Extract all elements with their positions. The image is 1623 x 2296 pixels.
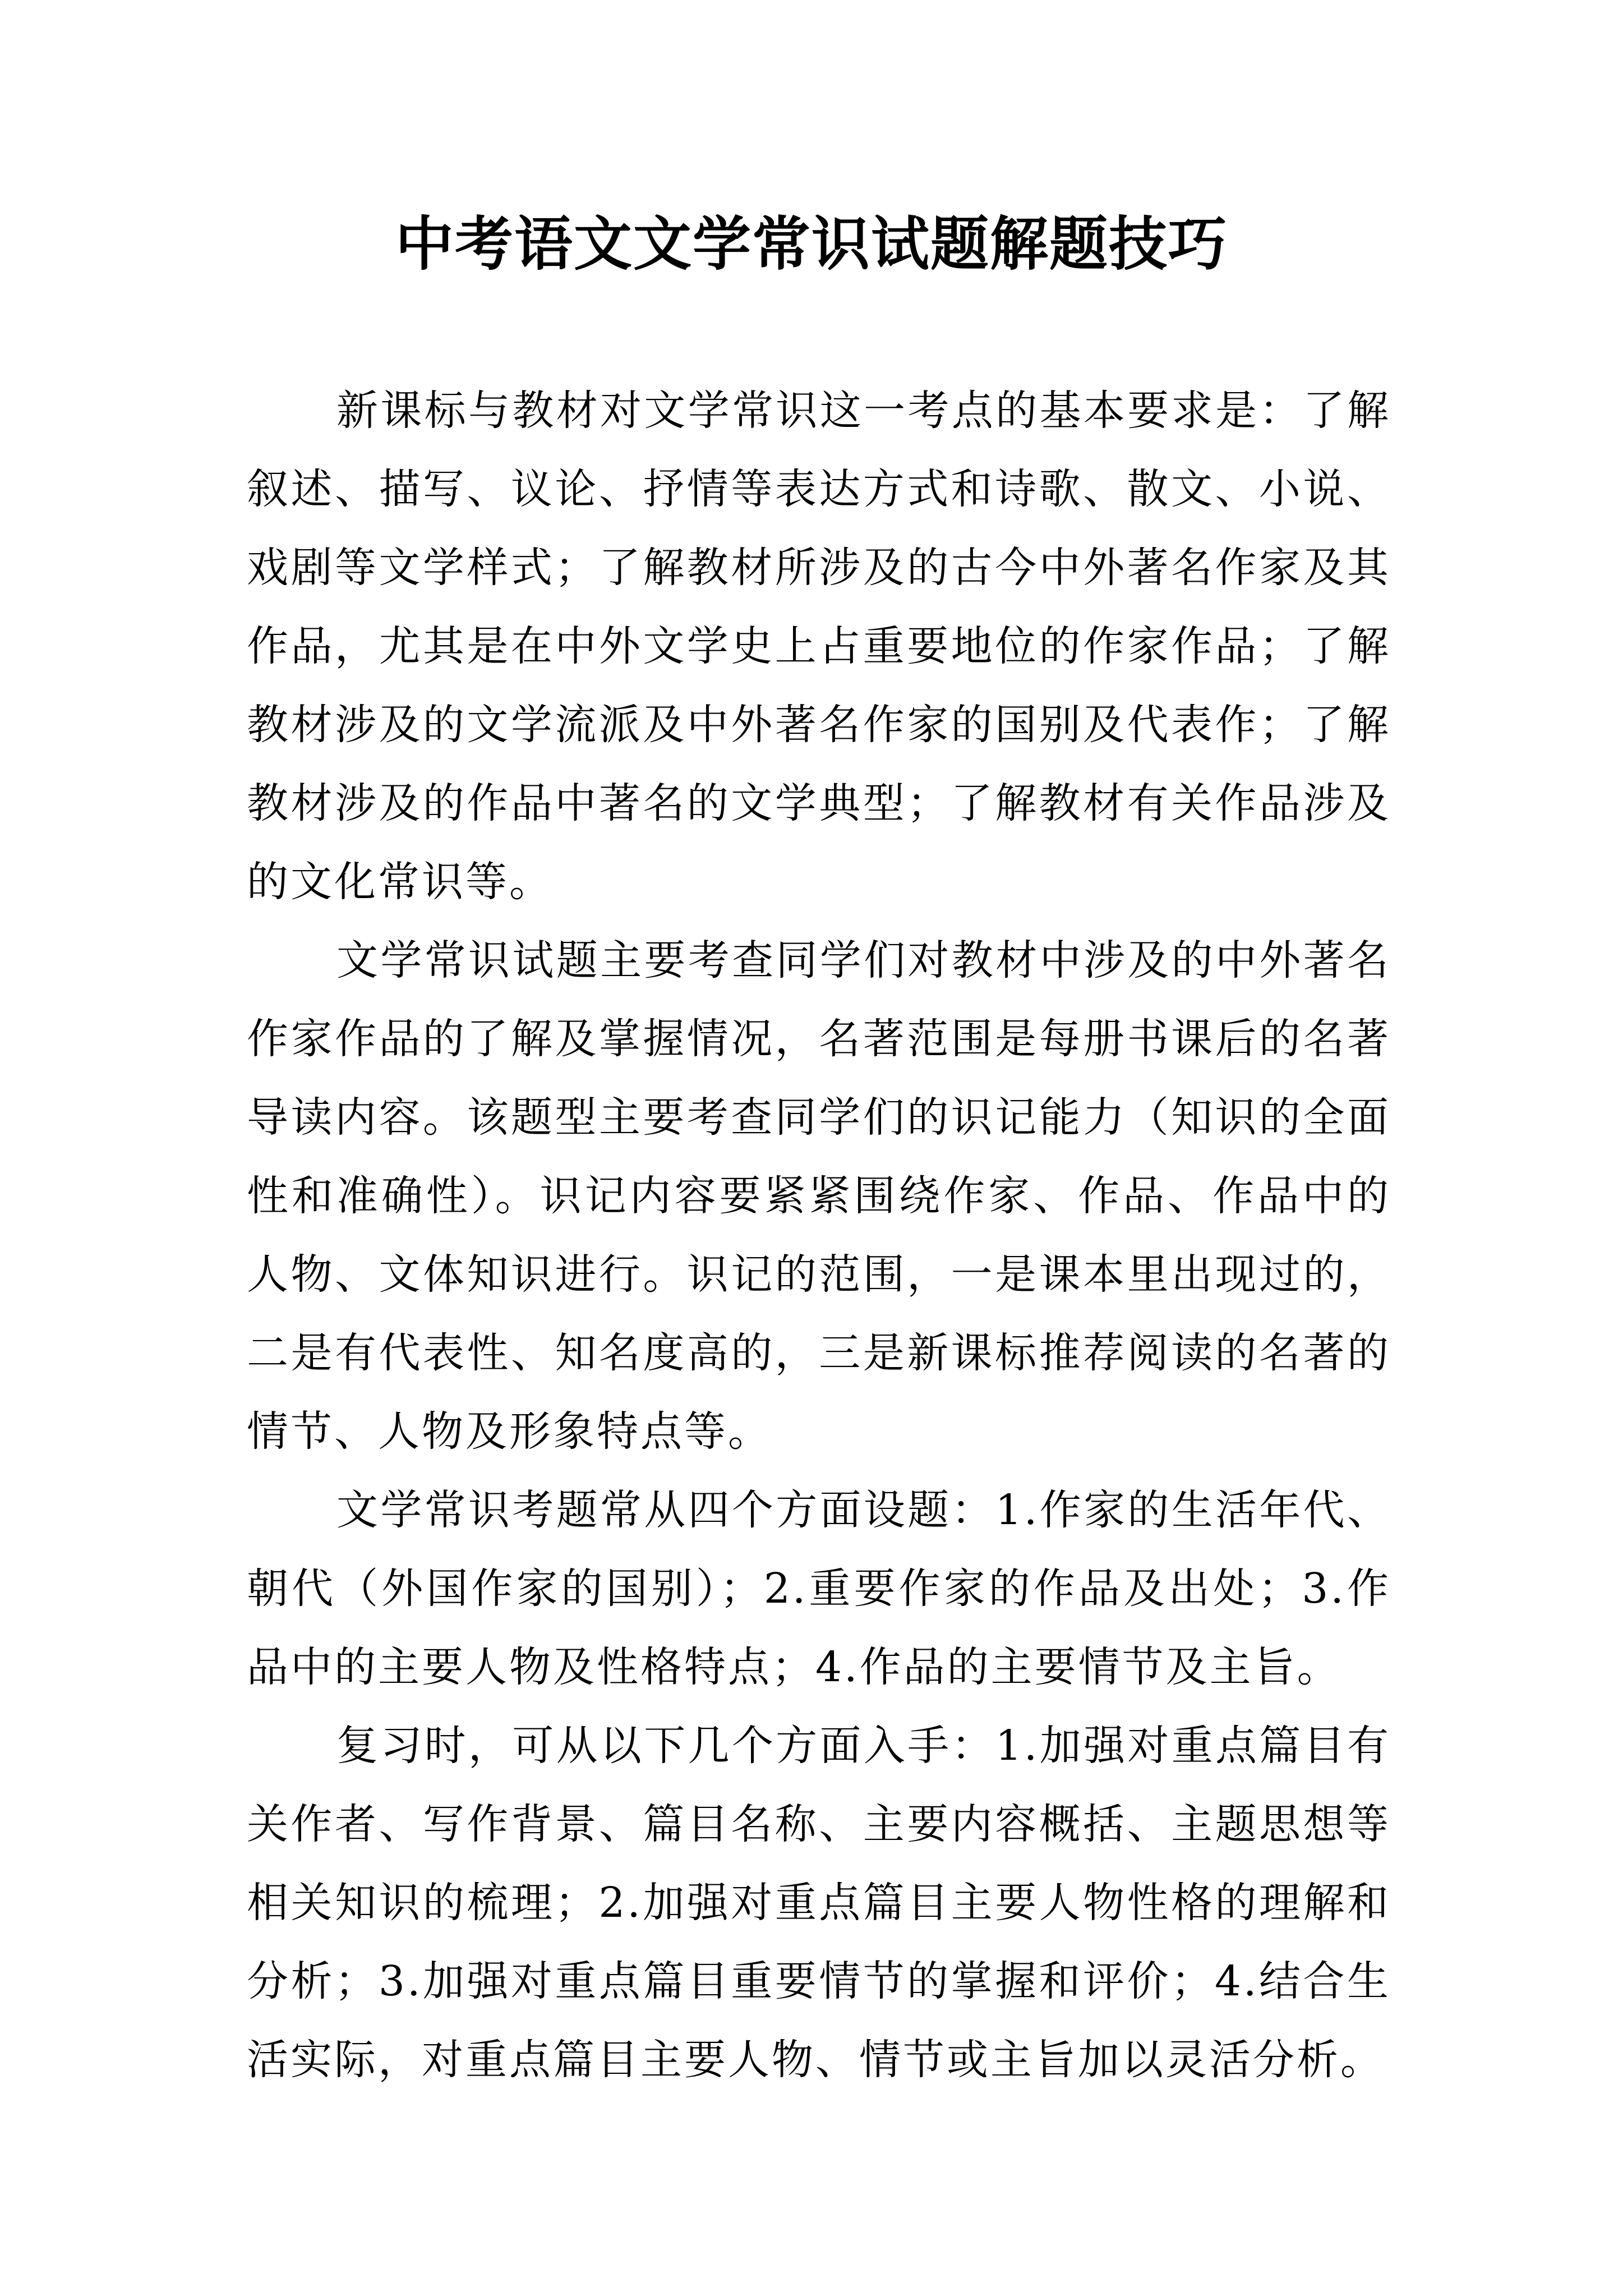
paragraph-requirements: 新课标与教材对文学常识这一考点的基本要求是：了解叙述、描写、议论、抒情等表达方式和诗歌、散文、小说、戏剧等文学样式；了解教材所涉及的古今中外著名作家及其作品，尤其是在中外文学史上占重要地位的作家作品；了解教材涉及的文学流派及中外著名作家的国别及代表作；了解教材涉及的作品中著名的文学典型；了解教材有关作品涉及的文化常识等。 <box>247 386 1391 906</box>
document-title: 中考语文文学常识试题解题技巧 <box>395 209 1228 278</box>
paragraph-exam-focus: 文学常识试题主要考查同学们对教材中涉及的中外著名作家作品的了解及掌握情况，名著范围是每册书课后的名著导读内容。该题型主要考查同学们的识记能力（知识的全面性和准确性）。识记内容要紧紧围绕作家、作品、作品中的人物、文体知识进行。识记的范围，一是课本里出现过的，二是有代表性、知名度高的，三是新课标推荐阅读的名著的情节、人物及形象特点等。 <box>247 936 1391 1456</box>
document-body <box>247 371 1391 2099</box>
paragraph-review-tips: 复习时，可从以下几个方面入手：1.加强对重点篇目有关作者、写作背景、篇目名称、主要内容概括、主题思想等相关知识的梳理；2.加强对重点篇目主要人物性格的理解和分析；3.加强对重点篇目重要情节的掌握和评价；4.结合生活实际，对重点篇目主要人物、情节或主旨加以灵活分析。 <box>247 1722 1391 2084</box>
paragraph-question-types: 文学常识考题常从四个方面设题：1.作家的生活年代、朝代（外国作家的国别）；2.重要作家的作品及出处；3.作品中的主要人物及性格特点；4.作品的主要情节及主旨。 <box>247 1486 1391 1691</box>
